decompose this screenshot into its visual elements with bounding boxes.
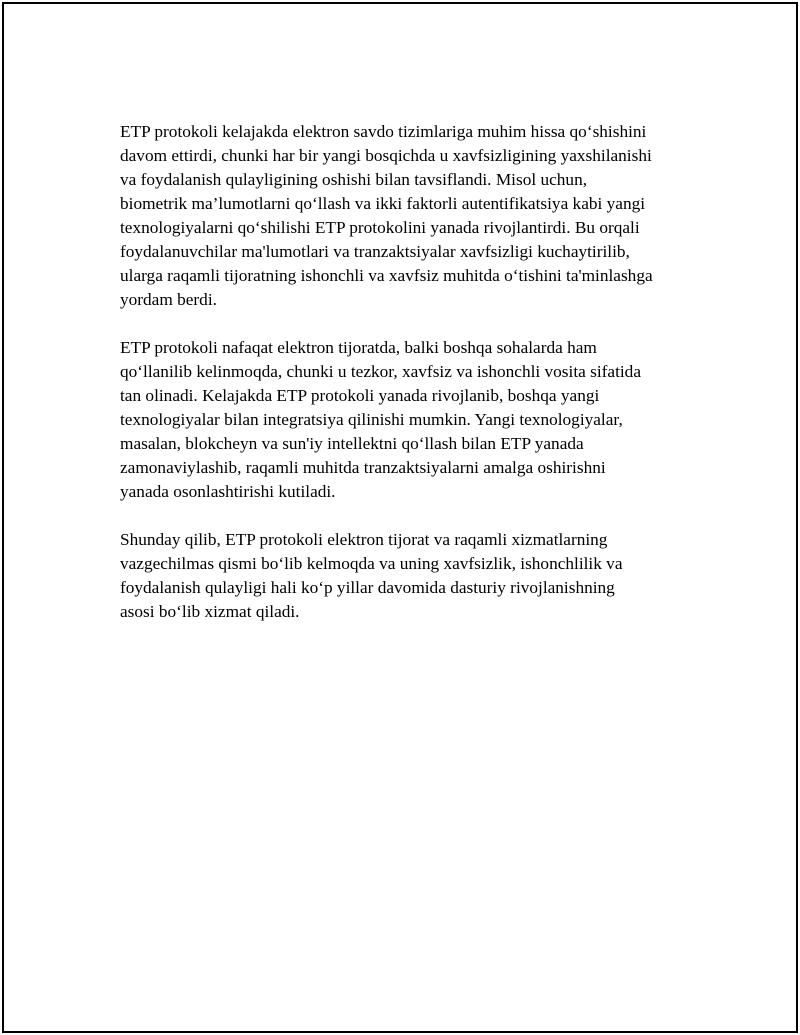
document-page xyxy=(2,2,798,1033)
paragraph-2: ETP protokoli nafaqat elektron tijoratda, balki boshqa sohalarda ham qo‘llanilib kelinmoqda, chunki u tezkor, xavfsiz va ishonchli vosita sifatida tan olinadi. Kelajakda ETP protokoli yanada rivojlanib, boshqa yangi texnologiyalar bilan integratsiya qilinishi mumkin. Yangi texnologiyalar, masalan, blokcheyn va sun'iy intellektni qo‘llash bilan ETP yanada zamonaviylashib, raqamli muhitda tranzaktsiyalarni amalga oshirishni yanada osonlashtirishi kutiladi. xyxy=(120,338,641,501)
paragraph-1: ETP protokoli kelajakda elektron savdo tizimlariga muhim hissa qo‘shishini davom ettirdi, chunki har bir yangi bosqichda u xavfsizligining yaxshilanishi va foydalanish qulayligining oshishi bilan tavsiflandi. Misol uchun, biometrik ma’lumotlarni qo‘llash va ikki faktorli autentifikatsiya kabi yangi texnologiyalarni qo‘shilishi ETP protokolini yanada rivojlantirdi. Bu orqali foydalanuvchilar ma'lumotlari va tranzaktsiyalar xavfsizligi kuchaytirilib, ularga raqamli tijoratning ishonchli va xavfsiz muhitda o‘tishini ta'minlashga yordam berdi. xyxy=(120,122,653,309)
paragraph-3: Shunday qilib, ETP protokoli elektron tijorat va raqamli xizmatlarning vazgechilmas qismi bo‘lib kelmoqda va uning xavfsizlik, ishonchlilik va foydalanish qulayligi hali ko‘p yillar davomida dasturiy rivojlanishning asosi bo‘lib xizmat qiladi. xyxy=(120,530,623,621)
document-body xyxy=(120,120,700,648)
